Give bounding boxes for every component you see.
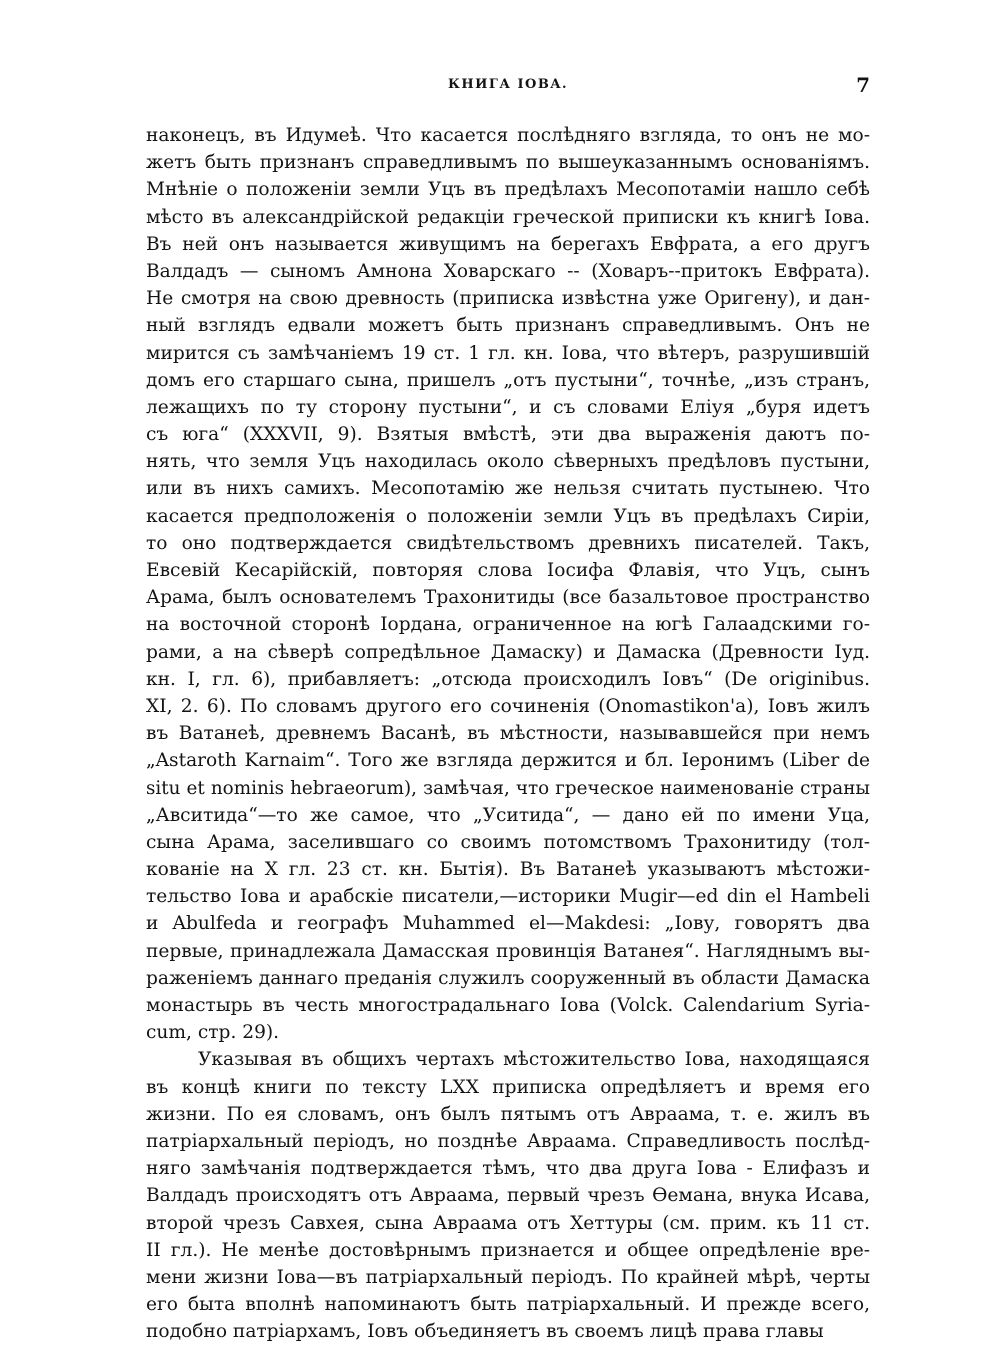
text-line: „Авситида“—то же самое, что „Уситида“, — дано ей по имени Уца, <box>146 804 870 826</box>
body-text <box>146 122 870 1345</box>
text-line: монастырь въ честь многострадальнаго Іова (Volck. Calendarium Syria- <box>146 995 870 1016</box>
text-line: cum, стр. 29). <box>146 1022 280 1044</box>
text-line: съ юга“ (XXXVII, 9). Взятыя вмѣстѣ, эти два выраженія даютъ по- <box>146 424 870 446</box>
text-line: рами, а на сѣверѣ сопредѣльное Дамаску) и Дамаска (Древности Іуд. <box>146 641 870 663</box>
text-line: жизни. По ея словамъ, онъ былъ пятымъ отъ Авраама, т. е. жилъ въ <box>146 1103 870 1125</box>
text-line: ный взглядъ едвали можетъ быть признанъ справедливымъ. Онъ не <box>146 315 870 337</box>
text-line: сына Арама, заселившаго со своимъ потомствомъ Трахонитиду (тол- <box>146 831 870 853</box>
text-line: мени жизни Іова—въ патріархальный періодъ. По крайней мѣрѣ, черты <box>146 1266 870 1288</box>
text-line: Мнѣніе о положеніи земли Уцъ въ предѣлахъ Месопотаміи нашло себѣ <box>146 179 870 201</box>
text-line: въ концѣ книги по тексту LXX приписка опредѣляетъ и время его <box>146 1076 870 1098</box>
text-line: патріархальный періодъ, но позднѣе Авраама. Справедливость послѣд- <box>146 1130 870 1152</box>
text-line: XI, 2. 6). По словамъ другого его сочиненія (Onomastikon'a), Іовъ жилъ <box>146 695 870 717</box>
text-line: Валдадъ происходятъ отъ Авраама, первый чрезъ Ѳемана, внука Исава, <box>146 1185 870 1207</box>
text-line: Не смотря на свою древность (приписка извѣстна уже Оригену), и дан- <box>146 288 870 310</box>
text-line: кованіе на X гл. 23 ст. кн. Бытія). Въ Ватанеѣ указываютъ мѣстожи- <box>146 859 870 881</box>
text-line: тельство Іова и арабскіе писатели,—историки Mugir—ed din el Hambeli <box>146 886 870 908</box>
text-line: и Abulfeda и географъ Muhammed el—Makdesi: „Іову, говорятъ два <box>146 913 870 935</box>
running-title: КНИГА IOBA. <box>448 77 568 92</box>
page-number: 7 <box>856 73 870 97</box>
text-line: „Astaroth Karnaim“. Того же взгляда держится и бл. Іеронимъ (Liber de <box>146 750 870 772</box>
paragraph <box>146 1046 870 1345</box>
text-line: situ et nominis hebraeorum), замѣчая, что греческое наименованіе страны <box>146 777 870 799</box>
text-line: его быта вполнѣ напоминаютъ быть патріархальный. И прежде всего, <box>146 1294 870 1316</box>
text-line: Евсевій Кесарійскій, повторяя слова Іосифа Флавія, что Уцъ, сынъ <box>146 560 870 581</box>
text-line: Указывая въ общихъ чертахъ мѣстожительство Іова, находящаяся <box>198 1049 870 1071</box>
text-line: раженіемъ даннаго преданія служилъ сооруженный въ области Дамаска <box>146 967 870 989</box>
text-line: или въ нихъ самихъ. Месопотамію же нельзя считать пустынею. Что <box>146 478 870 500</box>
text-line: въ Ватанеѣ, древнемъ Васанѣ, въ мѣстности, называвшейся при немъ <box>146 723 870 745</box>
text-line: наконецъ, въ Идумеѣ. Что касается послѣдняго взгляда, то онъ не мо- <box>146 125 870 146</box>
text-line: II гл.). Не менѣе достовѣрнымъ признается и общее опредѣленіе вре- <box>146 1239 870 1261</box>
text-line: подобно патріархамъ, Іовъ объединяетъ въ своемъ лицѣ права главы <box>146 1321 824 1343</box>
text-line: Арама, былъ основателемъ Трахонитиды (все базальтовое пространство <box>146 587 870 609</box>
text-line: мѣсто въ александрійской редакціи греческой приписки къ книгѣ Іова. <box>146 206 870 228</box>
text-line: первые, принадлежала Дамасская провинція Ватанея“. Нагляднымъ вы- <box>146 940 870 962</box>
running-head <box>146 70 870 100</box>
text-line: второй чрезъ Савхея, сына Авраама отъ Хеттуры (см. прим. къ 11 ст. <box>146 1212 870 1234</box>
text-line: мирится съ замѣчаніемъ 19 ст. 1 гл. кн. Іова, что вѣтеръ, разрушившій <box>146 342 870 364</box>
text-line: домъ его старшаго сына, пришелъ „отъ пустыни“, точнѣе, „изъ странъ, <box>146 369 870 391</box>
text-line: нять, что земля Уцъ находилась около сѣверныхъ предѣловъ пустыни, <box>146 451 870 473</box>
text-line: жетъ быть признанъ справедливымъ по вышеуказаннымъ основаніямъ. <box>146 152 870 174</box>
text-line: то оно подтверждается свидѣтельствомъ древнихъ писателей. Такъ, <box>146 532 870 554</box>
text-line: няго замѣчанія подтверждается тѣмъ, что два друга Іова - Елифазъ и <box>146 1158 870 1180</box>
text-line: лежащихъ по ту сторону пустыни“, и съ словами Еліуя „буря идетъ <box>146 396 870 418</box>
text-line: на восточной сторонѣ Іордана, ограниченное на югѣ Галаадскими го- <box>146 614 870 636</box>
text-line: касается предположенія о положеніи земли Уцъ въ предѣлахъ Сиріи, <box>146 505 870 527</box>
paragraph <box>146 122 870 1046</box>
text-line: Въ ней онъ называется живущимъ на берегахъ Евфрата, а его другъ <box>146 233 870 255</box>
text-line: Валдадъ — сыномъ Амнона Ховарскаго -- (Ховаръ--притокъ Евфрата). <box>146 260 870 282</box>
text-line: кн. I, гл. 6), прибавляетъ: „отсюда происходилъ Іовъ“ (De originibus. <box>146 668 870 690</box>
